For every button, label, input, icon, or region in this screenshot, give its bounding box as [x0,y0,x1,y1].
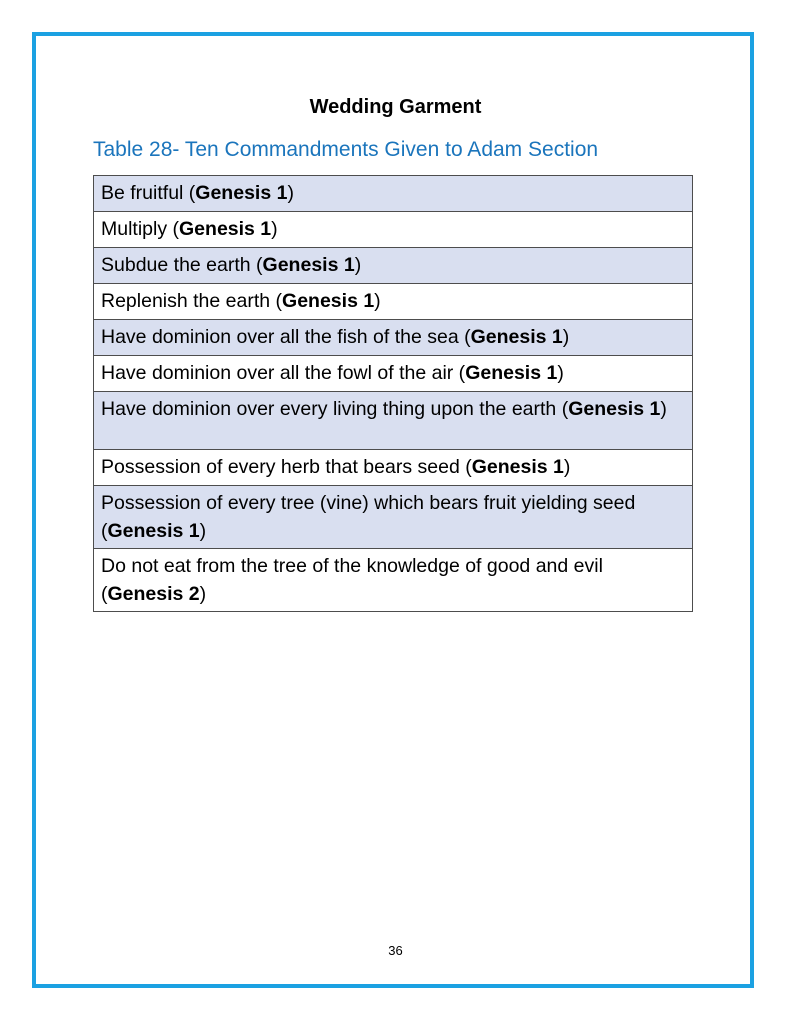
commandment-text: Have dominion over every living thing upon the earth ( [101,398,569,420]
table-row [94,320,693,356]
scripture-reference: Genesis 1 [470,326,563,348]
closing-paren: ) [557,362,564,384]
table-row [94,392,693,450]
table-cell [94,248,693,284]
closing-paren: ) [563,456,571,478]
table-caption: Table 28- Ten Commandments Given to Adam Section [93,138,599,161]
table-row [94,212,693,248]
scripture-reference: Genesis 1 [262,254,355,276]
page-number: 36 [388,943,403,958]
closing-paren: ) [199,520,207,542]
table-row [94,356,693,392]
table-cell [94,392,693,450]
closing-paren: ) [199,583,207,605]
table-cell [94,212,693,248]
scripture-reference: Genesis 2 [107,583,200,605]
commandment-text: Possession of every herb that bears seed ( [101,456,472,478]
table-row [94,549,693,612]
closing-paren: ) [354,254,362,276]
commandment-text: Subdue the earth ( [101,254,263,276]
table-cell [94,486,693,549]
closing-paren: ) [660,398,667,420]
closing-paren: ) [287,182,294,204]
table-cell [94,320,693,356]
commandments-table [93,175,693,612]
commandment-text: Be fruitful ( [101,182,196,204]
commandment-text: Replenish the earth ( [101,290,283,312]
table-cell [94,284,693,320]
closing-paren: ) [562,326,570,348]
closing-paren: ) [271,218,278,240]
table-row [94,450,693,486]
table-row [94,486,693,549]
commandment-text: Have dominion over all the fish of the sea ( [101,326,471,348]
closing-paren: ) [374,290,381,312]
page-header-title: Wedding Garment [309,96,482,118]
scripture-reference: Genesis 1 [179,218,272,240]
scripture-reference: Genesis 1 [195,182,288,204]
scripture-reference: Genesis 1 [471,456,564,478]
table-cell [94,549,693,612]
scripture-reference: Genesis 1 [465,362,558,384]
commandment-text: Possession of every tree (vine) which bears fruit yielding seed ( [101,492,636,542]
table-cell [94,450,693,486]
table-row [94,248,693,284]
commandment-text: Do not eat from the tree of the knowledge of good and evil ( [101,555,603,605]
scripture-reference: Genesis 1 [568,398,661,420]
table-cell [94,176,693,212]
table-row [94,176,693,212]
scripture-reference: Genesis 1 [282,290,375,312]
scripture-reference: Genesis 1 [107,520,200,542]
commandment-text: Have dominion over all the fowl of the air ( [101,362,466,384]
table-cell [94,356,693,392]
commandment-text: Multiply ( [101,218,180,240]
table-row [94,284,693,320]
